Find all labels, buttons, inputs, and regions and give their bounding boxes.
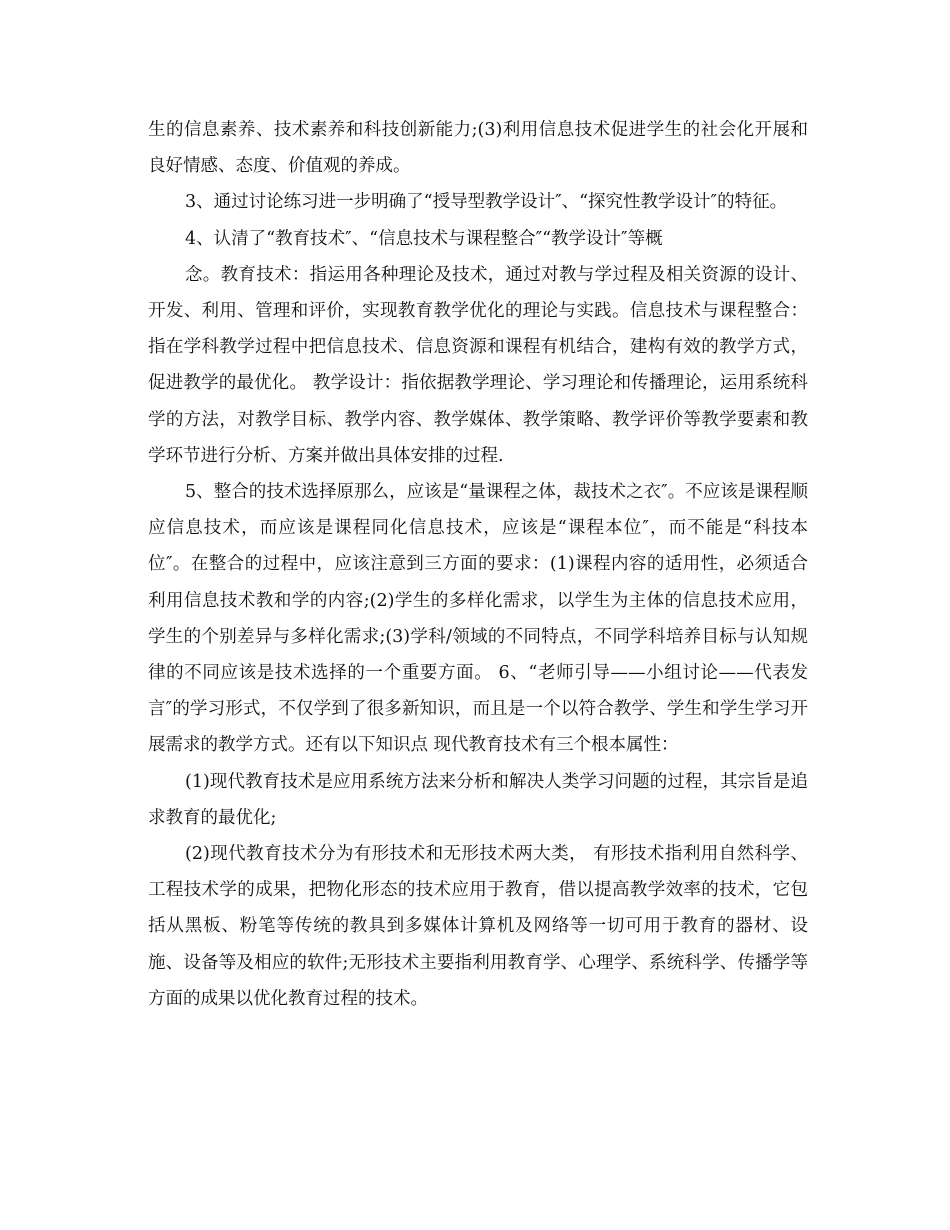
paragraph-attribute-1: (1)现代教育技术是应用系统方法来分析和解决人类学习问题的过程，其宗旨是追求教育的最优化; <box>148 771 808 828</box>
document-body <box>148 112 808 1017</box>
paragraph-continuation: 生的信息素养、技术素养和科技创新能力;(3)利用信息技术促进学生的社会化开展和良好情感、态度、价值观的养成。 <box>148 120 808 177</box>
paragraph-item-3: 3、通过讨论练习进一步明确了“授导型教学设计″、“探究性教学设计″的特征。 <box>185 192 788 213</box>
paragraph-attribute-2: (2)现代教育技术分为有形技术和无形技术两大类， 有形技术指利用自然科学、工程技术学的成果，把物化形态的技术应用于教育，借以提高教学效率的技术，它包括从黑板、粉笔等传统的教具到多媒体计算机及网络等一切可用于教育的器材、设施、设备等及相应的软件;无形技术主要指利用教育学、心理学、系统科学、传播学等方面的成果以优化教育过程的技术。 <box>148 844 808 1009</box>
paragraph-item-4: 4、认清了“教育技术″、“信息技术与课程整合″“教学设计″等概 <box>185 228 663 249</box>
paragraph-definitions: 念。教育技术：指运用各种理论及技术，通过对教与学过程及相关资源的设计、开发、利用、管理和评价，实现教育教学优化的理论与实践。信息技术与课程整合：指在学科教学过程中把信息技术、信息资源和课程有机结合，建构有效的教学方式，促进教学的最优化。 教学设计：指依据教学理论、学习理论和传播理论，运用系统科学的方法，对教学目标、教学内容、教学媒体、教学策略、教学评价等教学要素和教学环节进行分析、方案并做出具体安排的过程. <box>148 264 808 466</box>
paragraph-item-5-6: 5、整合的技术选择原那么，应该是“量课程之体，裁技术之衣″。不应该是课程顺应信息技术，而应该是课程同化信息技术，应该是“课程本位″，而不能是“科技本位″。在整合的过程中，应该注意到三方面的要求：(1)课程内容的适用性，必须适合利用信息技术教和学的内容;(2)学生的多样化需求，以学生为主体的信息技术应用，学生的个别差异与多样化需求;(3)学科/领域的不同特点，不同学科培养目标与认知规律的不同应该是技术选择的一个重要方面。 6、“老师引导——小组讨论——代表发言″的学习形式，不仅学到了很多新知识，而且是一个以符合教学、学生和学生学习开展需求的教学方式。还有以下知识点 现代教育技术有三个根本属性： <box>148 482 808 756</box>
